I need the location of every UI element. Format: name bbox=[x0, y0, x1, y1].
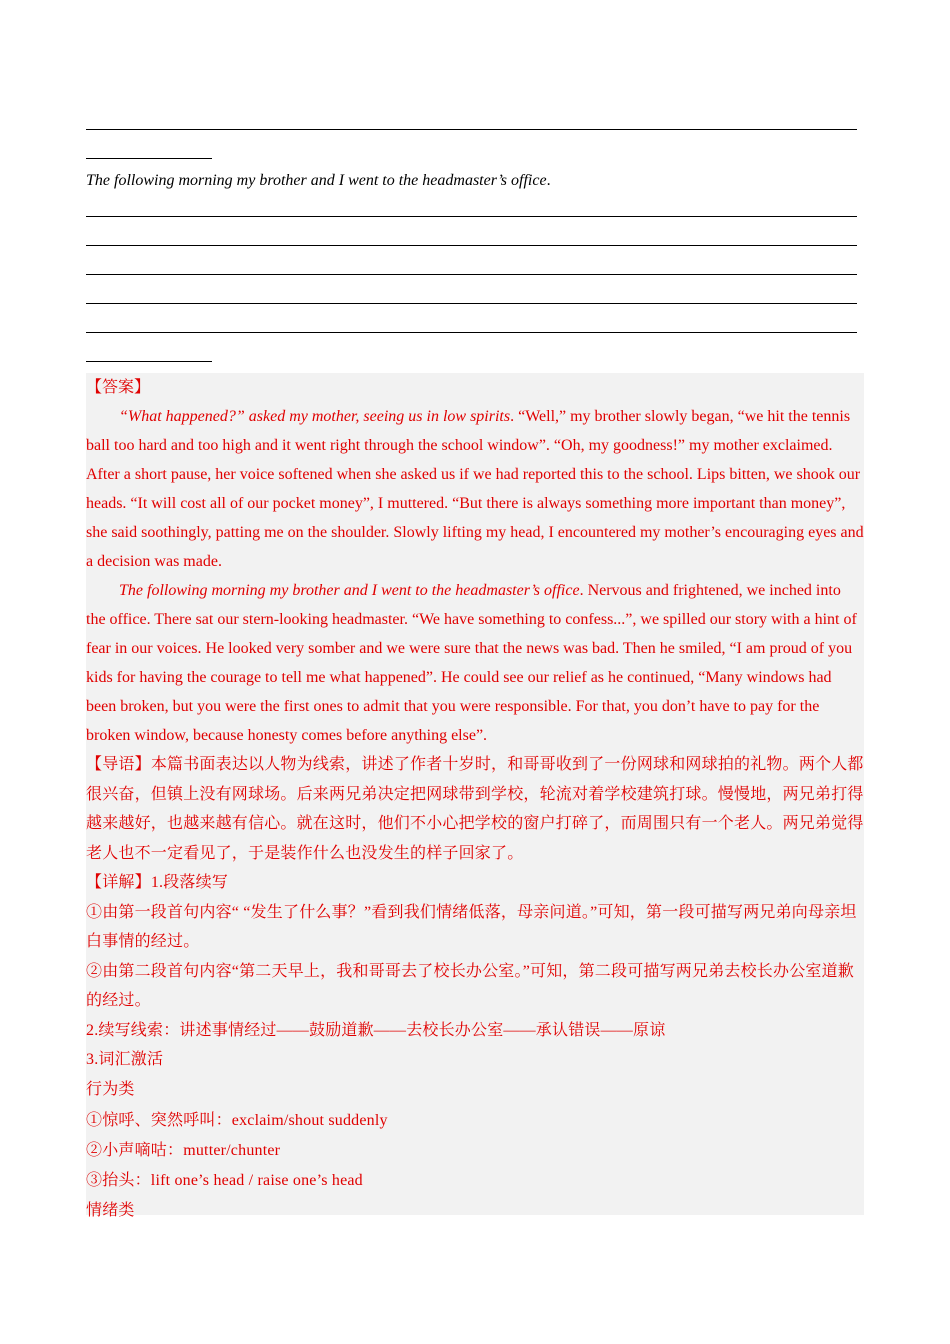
vocab-item-1: ①惊呼、突然呼叫：exclaim/shout suddenly bbox=[86, 1111, 388, 1129]
writing-line bbox=[86, 274, 857, 275]
answer-p2-opening: The following morning my brother and I went to the headmaster’s office bbox=[119, 582, 580, 599]
vocab-category-behavior: 行为类 bbox=[86, 1081, 135, 1099]
detail-heading-2: 2.续写线索：讲述事情经过——鼓励道歉——去校长办公室——承认错误——原谅 bbox=[86, 1021, 666, 1039]
detail-tag: 【详解】 bbox=[86, 874, 151, 891]
answer-paragraph-1 bbox=[86, 402, 864, 576]
writing-line bbox=[86, 216, 857, 217]
writing-line bbox=[86, 332, 857, 333]
writing-line bbox=[86, 129, 857, 130]
answer-section bbox=[86, 373, 864, 1220]
detail-item-1: ①由第一段首句内容“ “发生了什么事？”看到我们情绪低落，母亲问道。”可知，第一段可描写两兄弟向母亲坦白事情的经过。 bbox=[86, 903, 857, 950]
writing-line-short bbox=[86, 361, 212, 362]
writing-line bbox=[86, 245, 857, 246]
answer-p1-opening: “What happened?” asked my mother, seeing us in low spirits bbox=[119, 408, 511, 425]
prompt-period: . bbox=[546, 172, 551, 189]
paragraph-prompt bbox=[86, 169, 551, 193]
answer-p1-body: . “Well,” my brother slowly began, “we hit the tennis ball too hard and too high and it went right through the school window”. “Oh, my goodness!” my mother exclaimed. After a short pause, her voice softened when she asked us if we had reported this to the school. Lips bitten, we shook our heads. “It will cost all of our pocket money”, I muttered. “But there is always something more important than money”, she said soothingly, patting me on the shoulder. Slowly lifting my head, I encountered my mother’s encouraging eyes and a decision was made. bbox=[86, 408, 864, 570]
guide-tag: 【导语】 bbox=[86, 756, 151, 773]
vocab-item-2: ②小声嘀咕：mutter/chunter bbox=[86, 1141, 281, 1159]
writing-line bbox=[86, 303, 857, 304]
answer-p2-body: . Nervous and frightened, we inched into the office. There sat our stern-looking headmaster. “We have something to confess...”, we spilled our story with a hint of fear in our voices. He looked very somber and we were sure that the news was bad. Then he smiled, “I am proud of you kids for having the courage to tell me what happened”. He could see our relief as he continued, “Many windows had been broken, but you were the first ones to admit that you were responsible. For that, you don’t have to pay for the broken window, because honesty comes before anything else”. bbox=[86, 582, 857, 744]
detail-heading bbox=[86, 868, 864, 898]
detail-heading-1: 1.段落续写 bbox=[150, 874, 229, 891]
detail-item-2: ②由第二段首句内容“第二天早上，我和哥哥去了校长办公室。”可知，第二段可描写两兄弟去校长办公室道歉的经过。 bbox=[86, 962, 855, 1009]
answer-paragraph-2 bbox=[86, 576, 864, 750]
vocab-item-3: ③抬头：lift one’s head / raise one’s head bbox=[86, 1172, 363, 1190]
guide-text: 本篇书面表达以人物为线索，讲述了作者十岁时，和哥哥收到了一份网球和网球拍的礼物。两个人都很兴奋，但镇上没有网球场。后来两兄弟决定把网球带到学校，轮流对着学校建筑打球。慢慢地，两兄弟打得越来越好，也越来越有信心。就在这时，他们不小心把学校的窗户打碎了，而周围只有一个老人。两兄弟觉得老人也不一定看见了，于是装作什么也没发生的样子回家了。 bbox=[86, 756, 864, 862]
detail-heading-3: 3.词汇激活 bbox=[86, 1051, 164, 1068]
writing-line-short bbox=[86, 158, 212, 159]
answer-tag: 【答案】 bbox=[86, 379, 151, 396]
prompt-text: The following morning my brother and I went to the headmaster’s office bbox=[86, 172, 547, 189]
guide-paragraph bbox=[86, 750, 864, 868]
vocab-category-emotion: 情绪类 bbox=[86, 1202, 135, 1220]
